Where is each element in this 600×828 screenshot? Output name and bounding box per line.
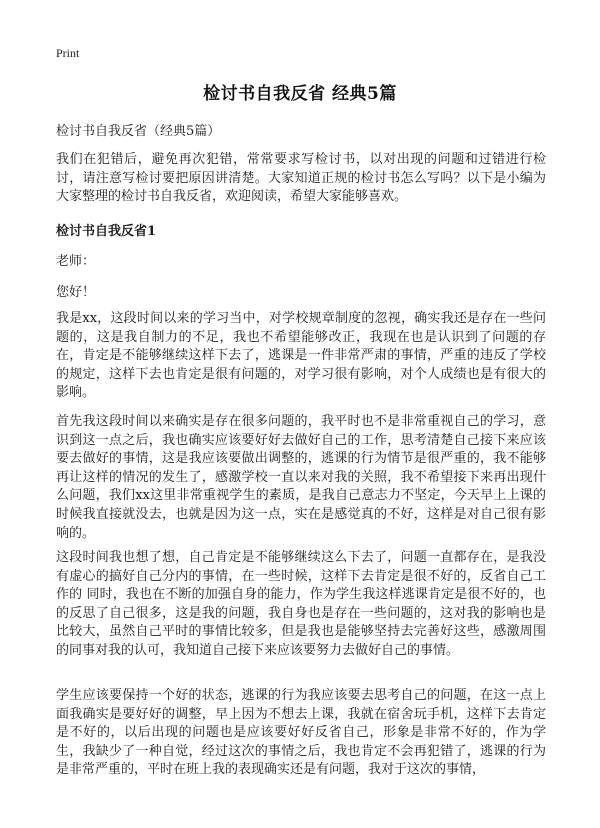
- body-paragraph-4: 学生应该要保持一个好的状态，逃课的行为我应该要去思考自己的问题，在这一点上面我确实是要好好的调整，早上因为不想去上课，我就在宿舍玩手机，这样下去肯定是不好的，以后出现的问题也是应该要好好反省自己，形象是非常不好的，作为学生，我缺少了一种自觉，经过这次的事情之后，我也肯定不会再犯错了，逃课的行为是非常严重的，平时在班上我的表现确实还是有问题，我对于这次的事情，: [56, 688, 546, 778]
- section-heading: 检讨书自我反省1: [56, 224, 157, 239]
- page-title: 检讨书自我反省 经典5篇: [203, 84, 397, 104]
- body-paragraph-2: 首先我这段时间以来确实是存在很多问题的，我平时也不是非常重视自己的学习，意识到这一点之后，我也确实应该要好好去做好自己的工作，思考清楚自己接下来应该要去做好的事情，这是我应该要做出调整的，逃课的行为情节是很严重的，我不能够再让这样的情况的发生了，感激学校一直以来对我的关照，我不希望接下来再出现什么问题，我们xx这里非常重视学生的素质，是我自己意志力不坚定，今天早上上课的时候我直接就没去，也就是因为这一点，实在是感觉真的不好，这样是对自己很有影响的。: [56, 414, 546, 541]
- body-paragraph-1: 我是xx，这段时间以来的学习当中，对学校规章制度的忽视，确实我还是存在一些问题的，这是我自制力的不足，我也不希望能够改正，我现在也是认识到了问题的存在，肯定是不能够继续这样下去了，逃课是一件非常严肃的事情，严重的违反了学校的规定，这样下去也肯定是很有问题的，对学习很有影响，对个人成绩也是有很大的影响。: [56, 311, 546, 401]
- greeting: 您好！: [56, 285, 96, 300]
- body-paragraph-3: 这段时间我也想了想，自己肯定是不能够继续这么下去了，问题一直都存在，是我没有虚心的搞好自己分内的事情，在一些时候，这样下去肯定是很不好的，反省自己工作的 同时，我也在不断的加强自身的能力，作为学生我这样逃课肯定是很不好的，也的反思了自己很多，这是我的问题，我自身也是存在一些问题的，这对我的影响也是比较大，虽然自己平时的事情比较多，但是我也是能够坚持去完善好这些，感激周围的同事对我的认可，我知道自己接下来应该要努力去做好自己的事情。: [56, 550, 546, 658]
- salutation: 老师：: [56, 254, 96, 269]
- intro-paragraph: 我们在犯错后，避免再次犯错，常常要求写检讨书，以对出现的问题和过错进行检讨，请注意写检讨要把原因讲清楚。大家知道正规的检讨书怎么写吗？以下是小编为大家整理的检讨书自我反省，欢迎阅读，希望大家能够喜欢。: [56, 152, 546, 205]
- document-subtitle: 检讨书自我反省（经典5篇）: [56, 124, 221, 139]
- print-link[interactable]: Print: [56, 46, 80, 60]
